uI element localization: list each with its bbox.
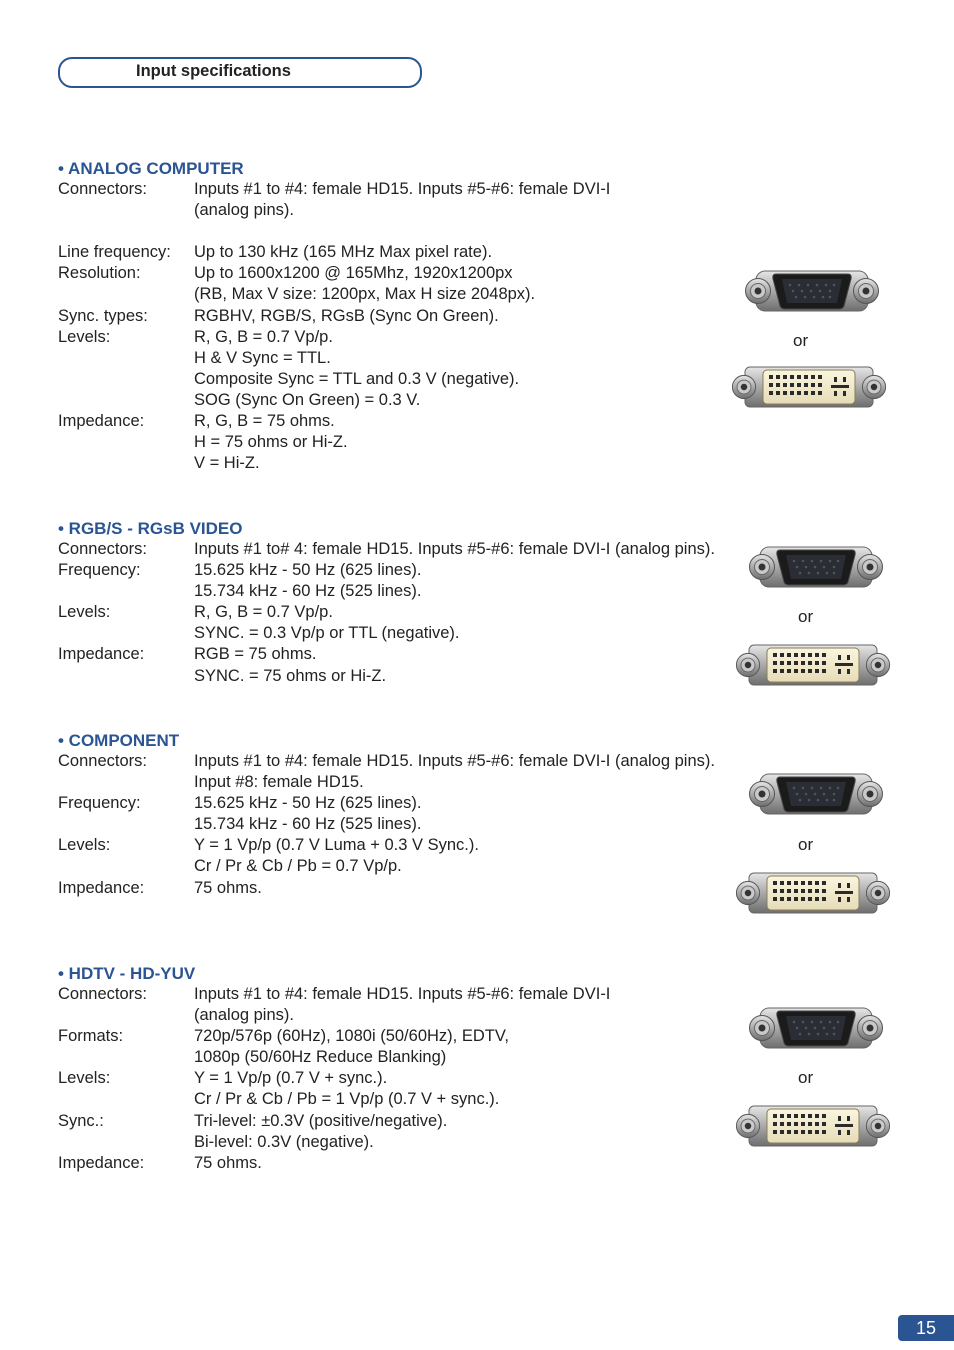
spec-values [194,539,715,560]
spec-value-line: Y = 1 Vp/p (0.7 V Luma + 0.3 V Sync.). [194,836,479,855]
spec-value-line: 15.734 kHz - 60 Hz (525 lines). [194,815,422,834]
spec-rows [58,179,610,474]
spec-value-line: 75 ohms. [194,878,262,897]
section-title: • ANALOG COMPUTER [58,159,244,178]
spec-row [58,221,610,242]
hd15-connector-icon [748,542,884,592]
section-hdtv [58,963,610,1174]
spec-row [58,263,610,305]
spec-value-line: Y = 1 Vp/p (0.7 V + sync.). [194,1069,388,1088]
spec-value-line: Up to 130 kHz (165 MHz Max pixel rate). [194,243,493,262]
spec-value-line: Cr / Pr & Cb / Pb = 1 Vp/p (0.7 V + sync.). [194,1090,500,1109]
spec-value-line: R, G, B = 0.7 Vp/p. [194,327,333,346]
spec-values [194,327,519,411]
spec-value-line: Inputs #1 to# 4: female HD15. Inputs #5-#6: female DVI-I (analog pins). [194,540,715,558]
spec-label: Connectors: [58,752,147,770]
spec-row [58,793,715,835]
spec-row [58,560,715,602]
spec-label: Frequency: [58,561,141,580]
spec-label: Sync. types: [58,306,148,325]
spec-values [194,1153,262,1174]
spec-values [194,306,499,327]
spec-row [58,327,610,411]
spec-label: Levels: [58,603,111,622]
spec-value-line: 15.625 kHz - 50 Hz (625 lines). [194,794,422,813]
spec-row [58,411,610,474]
or-label: or [793,331,809,350]
spec-value-line: Input #8: female HD15. [194,773,364,792]
spec-value-line: (analog pins). [194,201,294,220]
spec-label: Resolution: [58,264,141,283]
spec-value-line: R, G, B = 0.7 Vp/p. [194,603,333,622]
spec-values [194,263,535,305]
spec-value-line: Inputs #1 to #4: female HD15. Inputs #5-#6: female DVI-I [194,180,611,198]
spec-values [194,793,421,835]
spec-value-line: Composite Sync = TTL and 0.3 V (negative). [194,369,520,388]
spec-value-line: Inputs #1 to #4: female HD15. Inputs #5-#6: female DVI-I (analog pins). [194,752,715,770]
spec-value-line: H = 75 ohms or Hi-Z. [194,433,348,452]
spec-value-line: Cr / Pr & Cb / Pb = 0.7 Vp/p. [194,857,402,876]
spec-row [58,1026,610,1068]
dvi-connector-icon [731,364,887,410]
spec-value-line: Up to 1600x1200 @ 165Mhz, 1920x1200px [194,264,513,283]
spec-values [194,835,479,877]
spec-value-line: 75 ohms. [194,1153,262,1172]
spec-label: Levels: [58,327,111,346]
spec-row [58,1068,610,1110]
spec-value-line: (RB, Max V size: 1200px, Max H size 2048px). [194,285,536,304]
spec-label: Levels: [58,1069,111,1088]
or-label: or [798,835,814,854]
spec-label: Impedance: [58,878,145,897]
spec-label: Impedance: [58,1153,145,1172]
spec-value-line: Tri-level: ±0.3V (positive/negative). [194,1111,448,1130]
spec-values [194,1026,509,1068]
or-label: or [798,1068,814,1087]
spec-label: Formats: [58,1027,124,1046]
spec-values [194,1111,447,1153]
spec-values [194,179,610,221]
dvi-connector-icon [735,870,891,916]
spec-row [58,878,715,899]
spec-value-line: SYNC. = 75 ohms or Hi-Z. [194,666,387,685]
spec-value-line: SYNC. = 0.3 Vp/p or TTL (negative). [194,624,460,643]
spec-row [58,242,610,263]
or-label: or [798,607,814,626]
spec-label: Frequency: [58,794,141,813]
spec-value-line: 1080p (50/60Hz Reduce Blanking) [194,1048,447,1067]
spec-value-line: RGBHV, RGB/S, RGsB (Sync On Green). [194,306,499,325]
spec-value-line: Inputs #1 to #4: female HD15. Inputs #5-#6: female DVI-I [194,985,611,1003]
spec-row [58,1153,610,1174]
spec-values [194,984,610,1026]
spec-row [58,751,715,793]
spec-value-line: RGB = 75 ohms. [194,645,317,664]
spec-row [58,984,610,1026]
spec-values [194,411,348,474]
spec-values [194,602,460,644]
spec-row [58,602,715,644]
spec-label [58,221,194,242]
spec-values [194,751,715,793]
hd15-connector-icon [748,1003,884,1053]
spec-value-line: H & V Sync = TTL. [194,348,331,367]
spec-label: Connectors: [58,985,147,1003]
spec-row [58,306,610,327]
dvi-connector-icon [735,1103,891,1149]
spec-rows [58,539,715,687]
spec-label: Impedance: [58,412,145,431]
spec-row [58,644,715,686]
spec-row [58,539,715,560]
spec-value-line: R, G, B = 75 ohms. [194,412,335,431]
spec-values [194,1068,499,1110]
spec-value-line: SOG (Sync On Green) = 0.3 V. [194,390,421,409]
spec-label: Connectors: [58,180,147,198]
section-component [58,730,715,899]
spec-values [194,878,262,899]
spec-values [194,242,492,263]
spec-label: Impedance: [58,645,145,664]
spec-rows [58,751,715,899]
dvi-connector-icon [735,642,891,688]
spec-row [58,835,715,877]
section-title: • COMPONENT [58,731,180,750]
spec-values [194,560,421,602]
spec-label: Line frequency: [58,243,171,262]
hd15-connector-icon [744,266,880,316]
section-analog-computer [58,158,610,474]
page-number: 15 [898,1315,954,1341]
section-title: • RGB/S - RGsB VIDEO [58,519,243,538]
spec-row [58,179,610,221]
page-title: Input specifications [136,62,291,80]
spec-value-line: V = Hi-Z. [194,454,260,473]
spec-label: Sync.: [58,1111,104,1130]
spec-label: Levels: [58,836,111,855]
spec-value-line: (analog pins). [194,1006,294,1025]
spec-value-line: 15.625 kHz - 50 Hz (625 lines). [194,561,422,580]
spec-value-line: 15.734 kHz - 60 Hz (525 lines). [194,582,422,601]
section-title: • HDTV - HD-YUV [58,964,196,983]
spec-row [58,1111,610,1153]
hd15-connector-icon [748,769,884,819]
spec-rows [58,984,610,1174]
spec-values [194,644,386,686]
spec-value-line: 720p/576p (60Hz), 1080i (50/60Hz), EDTV, [194,1027,509,1046]
spec-label: Connectors: [58,540,147,558]
section-rgbs-video [58,518,715,687]
spec-value-line: Bi-level: 0.3V (negative). [194,1132,374,1151]
